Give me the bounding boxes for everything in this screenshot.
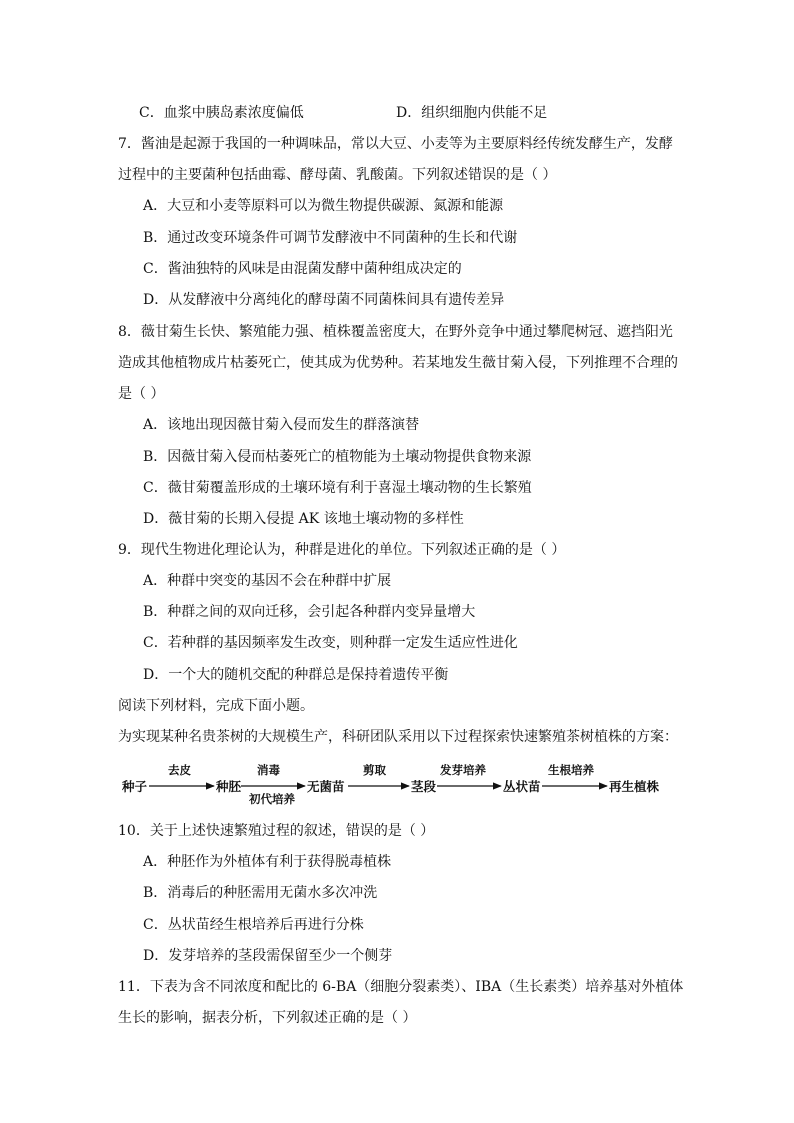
q7-option-d: D．从发酵液中分离纯化的酵母菌不同菌株间具有遗传差异 — [143, 292, 505, 308]
material-intro: 阅读下列材料，完成下面小题。 — [118, 698, 314, 714]
q8-option-d: D．薇甘菊的长期入侵提 AK 该地土壤动物的多样性 — [143, 511, 464, 527]
q7-option-c: C．酱油独特的风味是由混菌发酵中菌种组成决定的 — [143, 261, 462, 277]
q7-stem-line-2: 过程中的主要菌种包括曲霉、酵母菌、乳酸菌。下列叙述错误的是（ ） — [118, 167, 557, 183]
flow-label-disinfect: 消毒 — [257, 763, 280, 777]
q7-option-a: A．大豆和小麦等原料可以为微生物提供碳源、氮源和能源 — [143, 198, 504, 214]
q6-option-d: D．组织细胞内供能不足 — [396, 105, 548, 121]
flow-node-cluster-seedling: 丛状苗 — [503, 779, 541, 794]
flow-label-primary-culture: 初代培养 — [249, 792, 295, 806]
q10-option-a: A．种胚作为外植体有利于获得脱毒植株 — [143, 854, 392, 870]
q10-stem: 10．关于上述快速繁殖过程的叙述，错误的是（ ） — [118, 823, 435, 839]
q9-stem: 9．现代生物进化理论认为，种群是进化的单位。下列叙述正确的是（ ） — [118, 542, 566, 558]
q8-stem-line-1: 8．薇甘菊生长快、繁殖能力强、植株覆盖密度大，在野外竞争中通过攀爬树冠、遮挡阳光 — [118, 324, 673, 340]
q8-stem-line-3: 是（ ） — [118, 386, 165, 402]
q7-option-b: B．通过改变环境条件可调节发酵液中不同菌种的生长和代谢 — [143, 230, 518, 246]
q8-option-b: B．因薇甘菊入侵而枯萎死亡的植物能为土壤动物提供食物来源 — [143, 449, 532, 465]
flow-label-germination: 发芽培养 — [440, 763, 486, 777]
flow-label-rooting: 生根培养 — [548, 763, 594, 777]
q11-stem-line-1: 11．下表为含不同浓度和配比的 6-BA（细胞分裂素类）、IBA（生长素类）培养基对外植体 — [118, 979, 684, 995]
q10-option-c: C．丛状苗经生根培养后再进行分株 — [143, 917, 364, 933]
q10-option-b: B．消毒后的种胚需用无菌水多次冲洗 — [143, 885, 378, 901]
q8-stem-line-2: 造成其他植物成片枯萎死亡，使其成为优势种。若某地发生薇甘菊入侵，下列推理不合理的 — [118, 355, 678, 371]
flow-node-seed: 种子 — [122, 779, 148, 794]
flow-node-regenerated-plant: 再生植株 — [609, 779, 660, 794]
flow-node-embryo: 种胚 — [216, 779, 242, 794]
q9-option-c: C．若种群的基因频率发生改变，则种群一定发生适应性进化 — [143, 635, 518, 651]
flow-arrows — [118, 762, 678, 810]
q6-option-c: C．血浆中胰岛素浓度偏低 — [139, 105, 304, 121]
flow-node-sterile-seedling: 无菌苗 — [307, 779, 345, 794]
propagation-flow-diagram — [118, 762, 678, 810]
q8-option-a: A．该地出现因薇甘菊入侵而发生的群落演替 — [143, 417, 420, 433]
q9-option-b: B．种群之间的双向迁移，会引起各种群内变异量增大 — [143, 604, 476, 620]
q9-option-a: A．种群中突变的基因不会在种群中扩展 — [143, 573, 392, 589]
material-text: 为实现某种名贵茶树的大规模生产，科研团队采用以下过程探索快速繁殖茶树植株的方案： — [118, 729, 678, 745]
q8-option-c: C．薇甘菊覆盖形成的土壤环境有利于喜湿土壤动物的生长繁殖 — [143, 480, 532, 496]
flow-node-stem-segment: 茎段 — [411, 779, 437, 794]
q7-stem-line-1: 7．酱油是起源于我国的一种调味品，常以大豆、小麦等为主要原料经传统发酵生产，发酵 — [118, 136, 673, 152]
flow-label-peel: 去皮 — [168, 763, 191, 777]
q11-stem-line-2: 生长的影响，据表分析，下列叙述正确的是（ ） — [118, 1010, 417, 1026]
q9-option-d: D．一个大的随机交配的种群总是保持着遗传平衡 — [143, 667, 449, 683]
q10-option-d: D．发芽培养的茎段需保留至少一个侧芽 — [143, 948, 393, 964]
flow-label-cut: 剪取 — [363, 763, 386, 777]
